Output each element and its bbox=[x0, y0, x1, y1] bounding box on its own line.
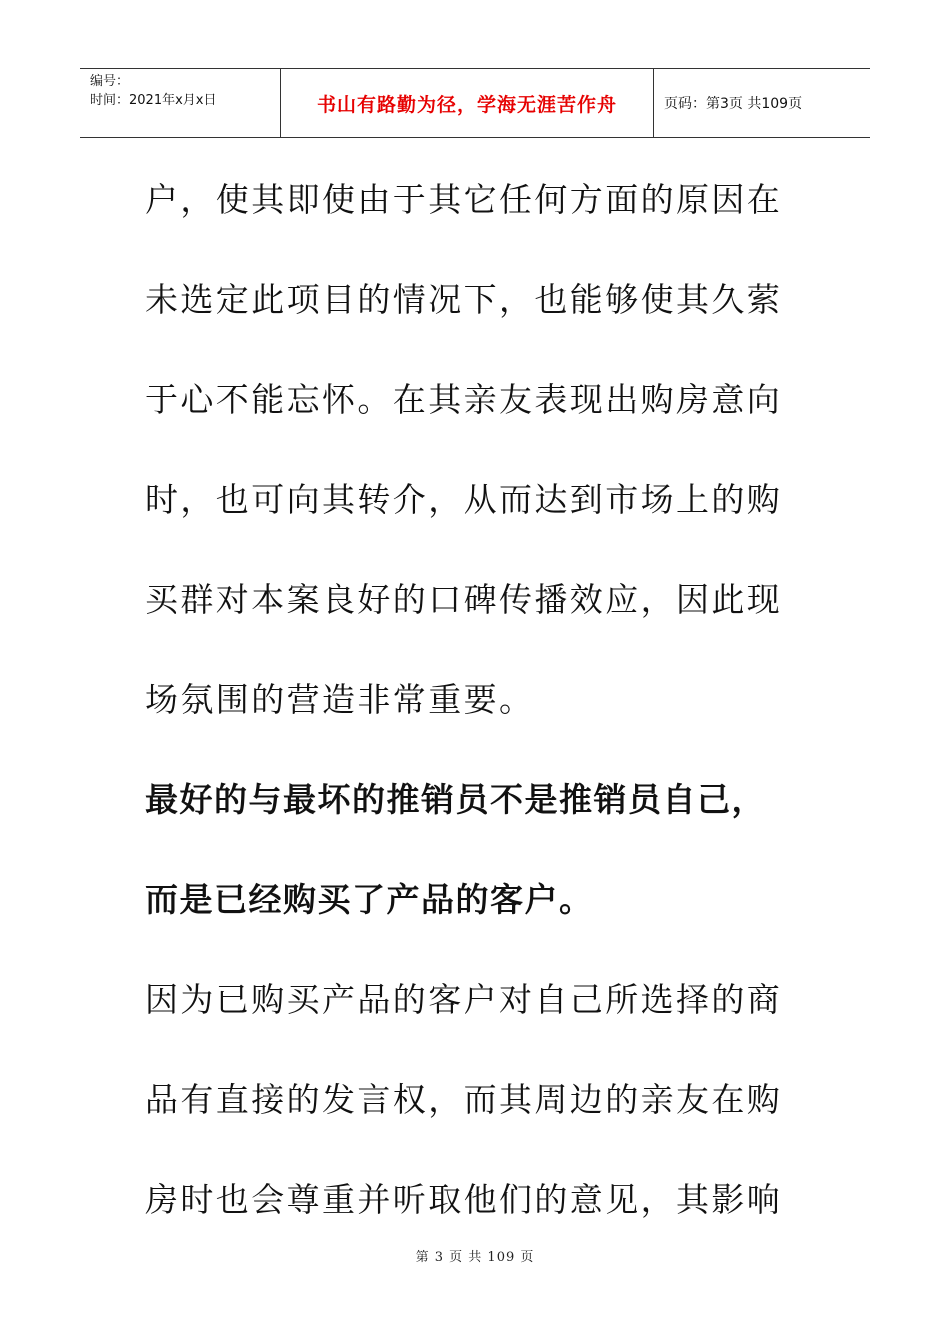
body-line: 因为已购买产品的客户对自己所选择的商 bbox=[145, 980, 783, 1019]
document-time-label: 时间：2021年x月x日 bbox=[90, 93, 217, 108]
body-heading-line: 最好的与最坏的推销员不是推销员自己， bbox=[145, 780, 766, 819]
body-line: 房时也会尊重并听取他们的意见，其影响 bbox=[145, 1180, 783, 1219]
page-footer: 第 3 页 共 109 页 bbox=[415, 1250, 535, 1265]
document-body bbox=[145, 150, 825, 1250]
body-line: 户，使其即使由于其它任何方面的原因在 bbox=[145, 180, 783, 219]
document-number-label: 编号： bbox=[90, 74, 130, 89]
body-line: 于心不能忘怀。在其亲友表现出购房意向 bbox=[145, 380, 783, 419]
body-heading-line: 而是已经购买了产品的客户。 bbox=[145, 880, 594, 919]
header-motto: 书山有路勤为径，学海无涯苦作舟 bbox=[281, 69, 654, 137]
document-header bbox=[80, 68, 870, 138]
body-line: 场氛围的营造非常重要。 bbox=[145, 680, 535, 719]
body-line: 未选定此项目的情况下，也能够使其久萦 bbox=[145, 280, 783, 319]
body-line: 品有直接的发言权，而其周边的亲友在购 bbox=[145, 1080, 783, 1119]
body-line: 时，也可向其转介，从而达到市场上的购 bbox=[145, 480, 783, 519]
header-meta-cell bbox=[80, 69, 281, 137]
body-line: 买群对本案良好的口碑传播效应，因此现 bbox=[145, 580, 783, 619]
header-page-info: 页码：第3页 共109页 bbox=[664, 96, 803, 112]
